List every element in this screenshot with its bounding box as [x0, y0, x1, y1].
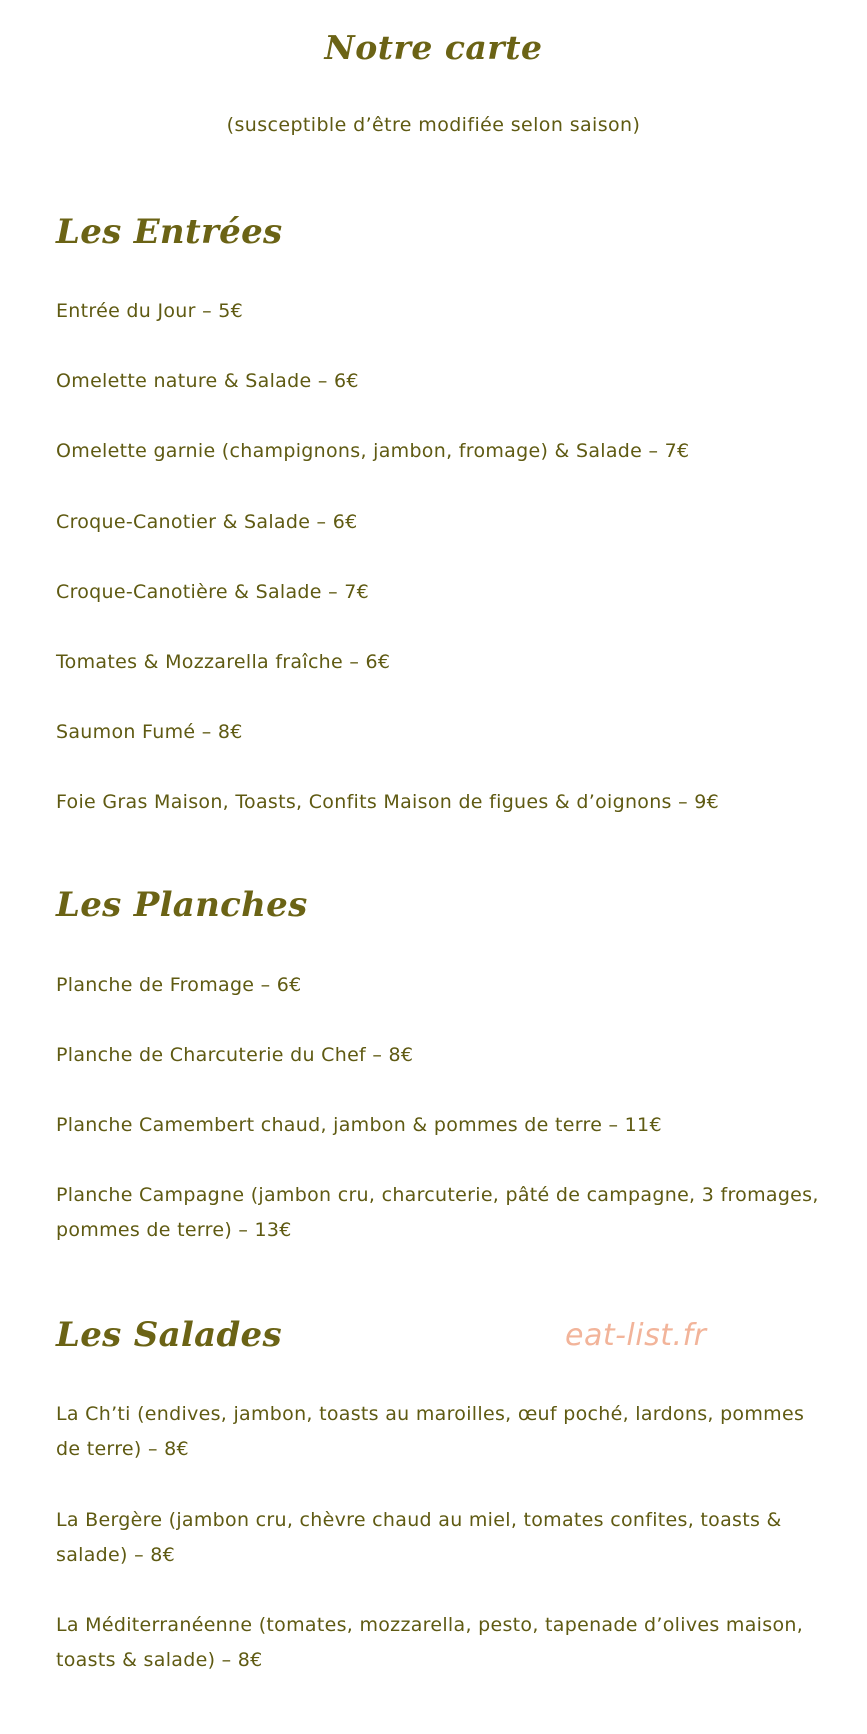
menu-item: Entrée du Jour – 5€ — [56, 300, 243, 322]
menu-item: Foie Gras Maison, Toasts, Confits Maison de figues & d’oignons – 9€ — [56, 791, 720, 813]
menu-subtitle: (susceptible d’être modifiée selon saison) — [226, 114, 641, 136]
menu-item: La Bergère (jambon cru, chèvre chaud au miel, tomates confites, toasts & salade) – 8€ — [56, 1509, 782, 1566]
menu-item: Omelette garnie (champignons, jambon, fromage) & Salade – 7€ — [56, 440, 690, 462]
menu-item: Omelette nature & Salade – 6€ — [56, 370, 359, 392]
menu-item: Planche de Fromage – 6€ — [56, 974, 302, 996]
menu-item: Planche Camembert chaud, jambon & pommes de terre – 11€ — [56, 1114, 662, 1136]
menu-item: Planche de Charcuterie du Chef – 8€ — [56, 1044, 414, 1066]
menu-title: Notre carte — [324, 28, 543, 67]
menu-item: Saumon Fumé – 8€ — [56, 721, 243, 743]
menu-item: La Ch’ti (endives, jambon, toasts au maroilles, œuf poché, lardons, pommes de terre) – 8€ — [56, 1403, 805, 1460]
menu-item: Croque-Canotier & Salade – 6€ — [56, 511, 358, 533]
menu-item: La Méditerranéenne (tomates, mozzarella, pesto, tapenade d’olives maison, toasts & salade) – 8€ — [56, 1614, 804, 1671]
section-heading-salades: Les Salades — [56, 1315, 282, 1355]
menu-item: Planche Campagne (jambon cru, charcuterie, pâté de campagne, 3 fromages, pommes de terre) – 13€ — [56, 1184, 819, 1241]
menu-item: Tomates & Mozzarella fraîche – 6€ — [56, 651, 391, 673]
section-heading-entrees: Les Entrées — [56, 212, 283, 252]
section-heading-planches: Les Planches — [56, 885, 308, 925]
watermark-text: eat-list.fr — [565, 1318, 707, 1353]
menu-item: Croque-Canotière & Salade – 7€ — [56, 581, 370, 603]
